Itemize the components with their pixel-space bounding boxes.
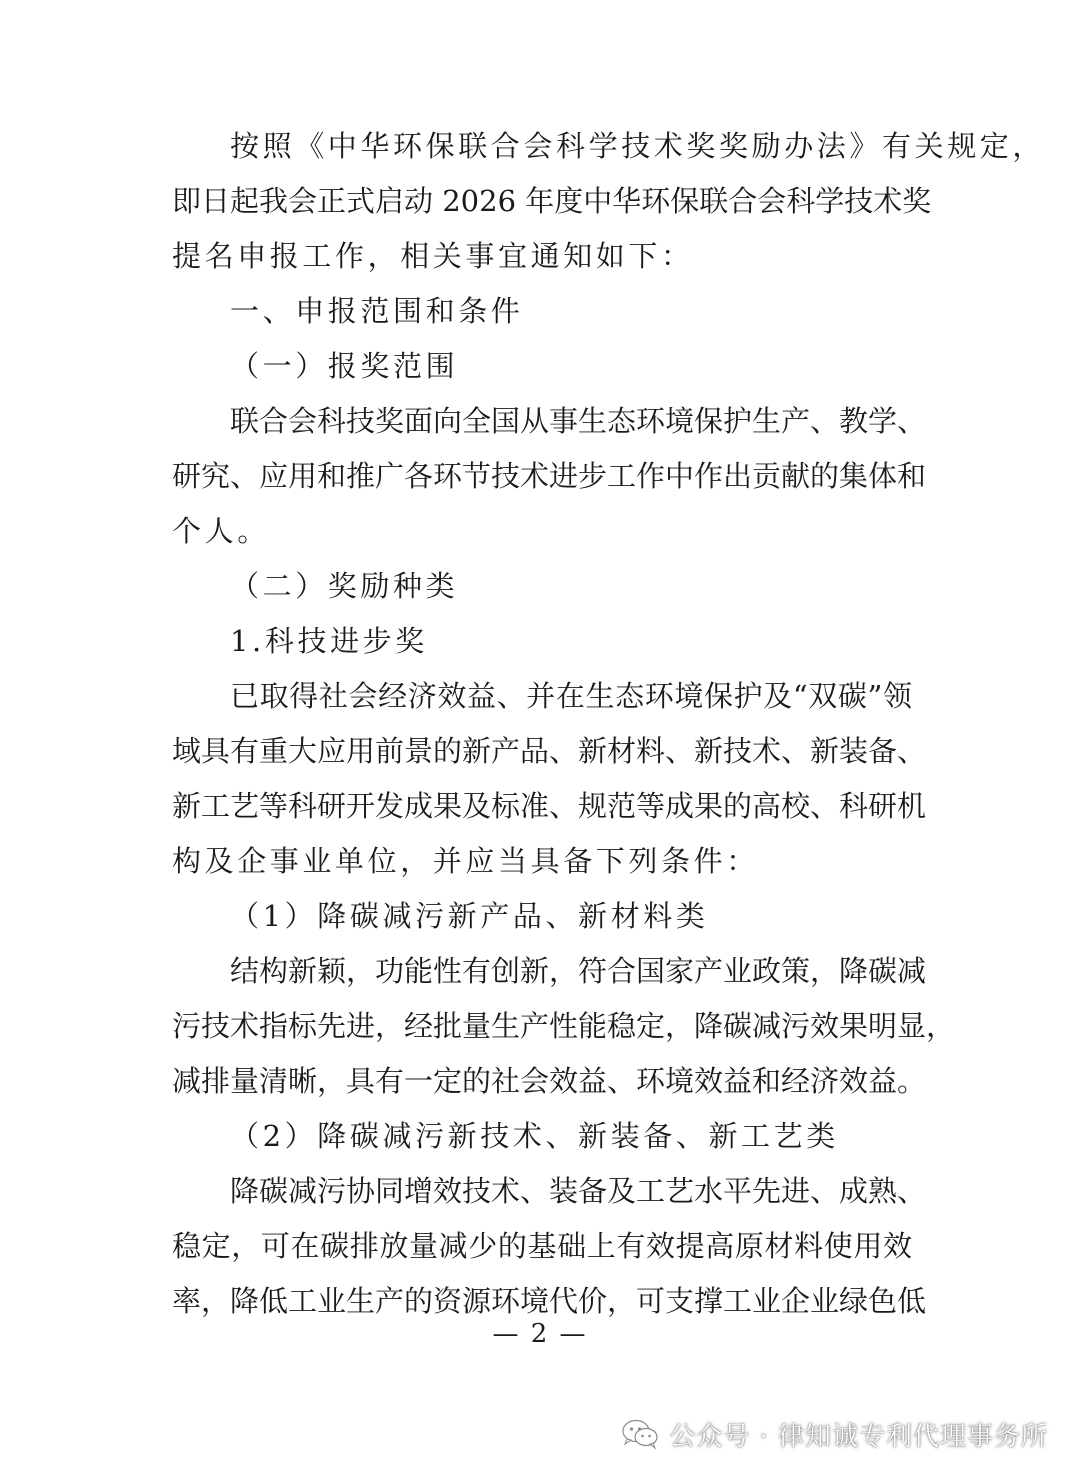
- paragraph-line: 研究、应用和推广各环节技术进步工作中作出贡献的集体和: [172, 459, 927, 493]
- subsection-heading: （二）奖励种类: [230, 569, 459, 603]
- paragraph-line: 域具有重大应用前景的新产品、新材料、新技术、新装备、: [172, 734, 927, 768]
- item-heading: （2）降碳减污新技术、新装备、新工艺类: [230, 1119, 839, 1153]
- paragraph-line: 新工艺等科研开发成果及标准、规范等成果的高校、科研机: [172, 789, 927, 823]
- paragraph-line: 结构新颖，功能性有创新，符合国家产业政策，降碳减: [230, 954, 927, 988]
- paragraph-line: 提名申报工作，相关事宜通知如下：: [172, 239, 694, 273]
- paragraph-line: 构及企事业单位，并应当具备下列条件：: [172, 844, 759, 878]
- paragraph-line: 即日起我会正式启动 2026 年度中华环保联合会科学技术奖: [172, 184, 932, 218]
- wechat-icon: [621, 1418, 659, 1450]
- paragraph-line: 降碳减污协同增效技术、装备及工艺水平先进、成熟、: [230, 1174, 927, 1208]
- paragraph-line: 稳定，可在碳排放量减少的基础上有效提高原材料使用效: [172, 1229, 912, 1263]
- paragraph-line: 减排量清晰，具有一定的社会效益、环境效益和经济效益。: [172, 1064, 927, 1098]
- paragraph-line: 联合会科技奖面向全国从事生态环境保护生产、教学、: [230, 404, 927, 438]
- paragraph-line: 个人。: [172, 514, 270, 548]
- paragraph-line: 已取得社会经济效益、并在生态环境保护及“双碳”领: [230, 679, 912, 713]
- paragraph-line: 污技术指标先进，经批量生产性能稳定，降碳减污效果明显，: [172, 1009, 956, 1043]
- paragraph-line: 按照《中华环保联合会科学技术奖奖励办法》有关规定，: [230, 129, 1046, 163]
- page-number: — 2 —: [492, 1319, 588, 1349]
- paragraph-line: 率，降低工业生产的资源环境代价，可支撑工业企业绿色低: [172, 1284, 927, 1318]
- item-heading: （1）降碳减污新产品、新材料类: [230, 899, 709, 933]
- watermark-text: 公众号 · 律知诚专利代理事务所: [669, 1421, 1048, 1452]
- subsection-heading: （一）报奖范围: [230, 349, 459, 383]
- account-watermark: [621, 1412, 1048, 1456]
- section-heading: 一、申报范围和条件: [230, 294, 524, 328]
- item-heading: 1.科技进步奖: [230, 624, 428, 658]
